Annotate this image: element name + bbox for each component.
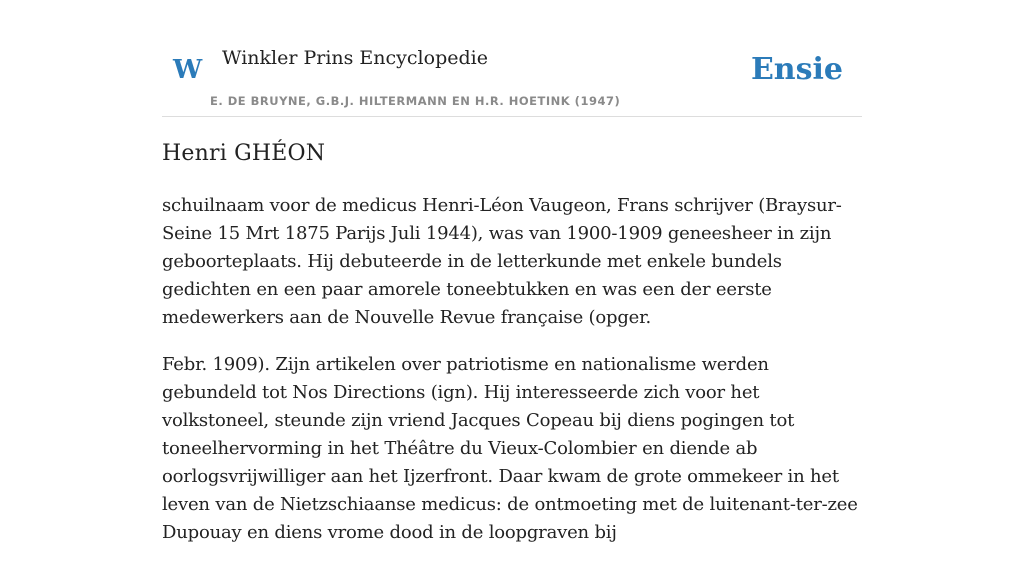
article-title: Henri GHÉON — [162, 141, 326, 166]
article-paragraph: Febr. 1909). Zijn artikelen over patriotisme en nationalisme werden gebundeld tot Nos Directions (ign). Hij interesseerde zich voor het volkstoneel, steunde zijn vriend Jacques Copeau bij diens pogingen tot toneelhervorming in het Théâtre du Vieux-Colombier en diende ab oorlogsvrijwilliger aan het Ijzerfront. Daar kwam de grote ommekeer in het leven van de Nietzschiaanse medicus: de ontmoeting met de luitenant-ter-zee Dupouay en diens vrome dood in de loopgraven bij — [162, 354, 858, 543]
site-header — [162, 0, 862, 117]
ensie-logo-link[interactable]: Ensie — [750, 52, 843, 87]
article — [162, 136, 862, 566]
article-paragraph: schuilnaam voor de medicus Henri-Léon Vaugeon, Frans schrijver (Braysur-Seine 15 Mrt 1875 Parijs Juli 1944), was van 1900-1909 geneesheer in zijn geboorteplaats. Hij debuteerde in de letterkunde met enkele bundels gedichten en een paar amorele toneebtukken en was een der eerste medewerkers aan de Nouvelle Revue française (opger. — [162, 195, 842, 328]
publication-authors: E. DE BRUYNE, G.B.J. HILTERMANN EN H.R. HOETINK (1947) — [210, 94, 621, 108]
publication-title[interactable]: Winkler Prins Encyclopedie — [222, 47, 488, 69]
publication-logo[interactable]: W — [173, 55, 203, 85]
